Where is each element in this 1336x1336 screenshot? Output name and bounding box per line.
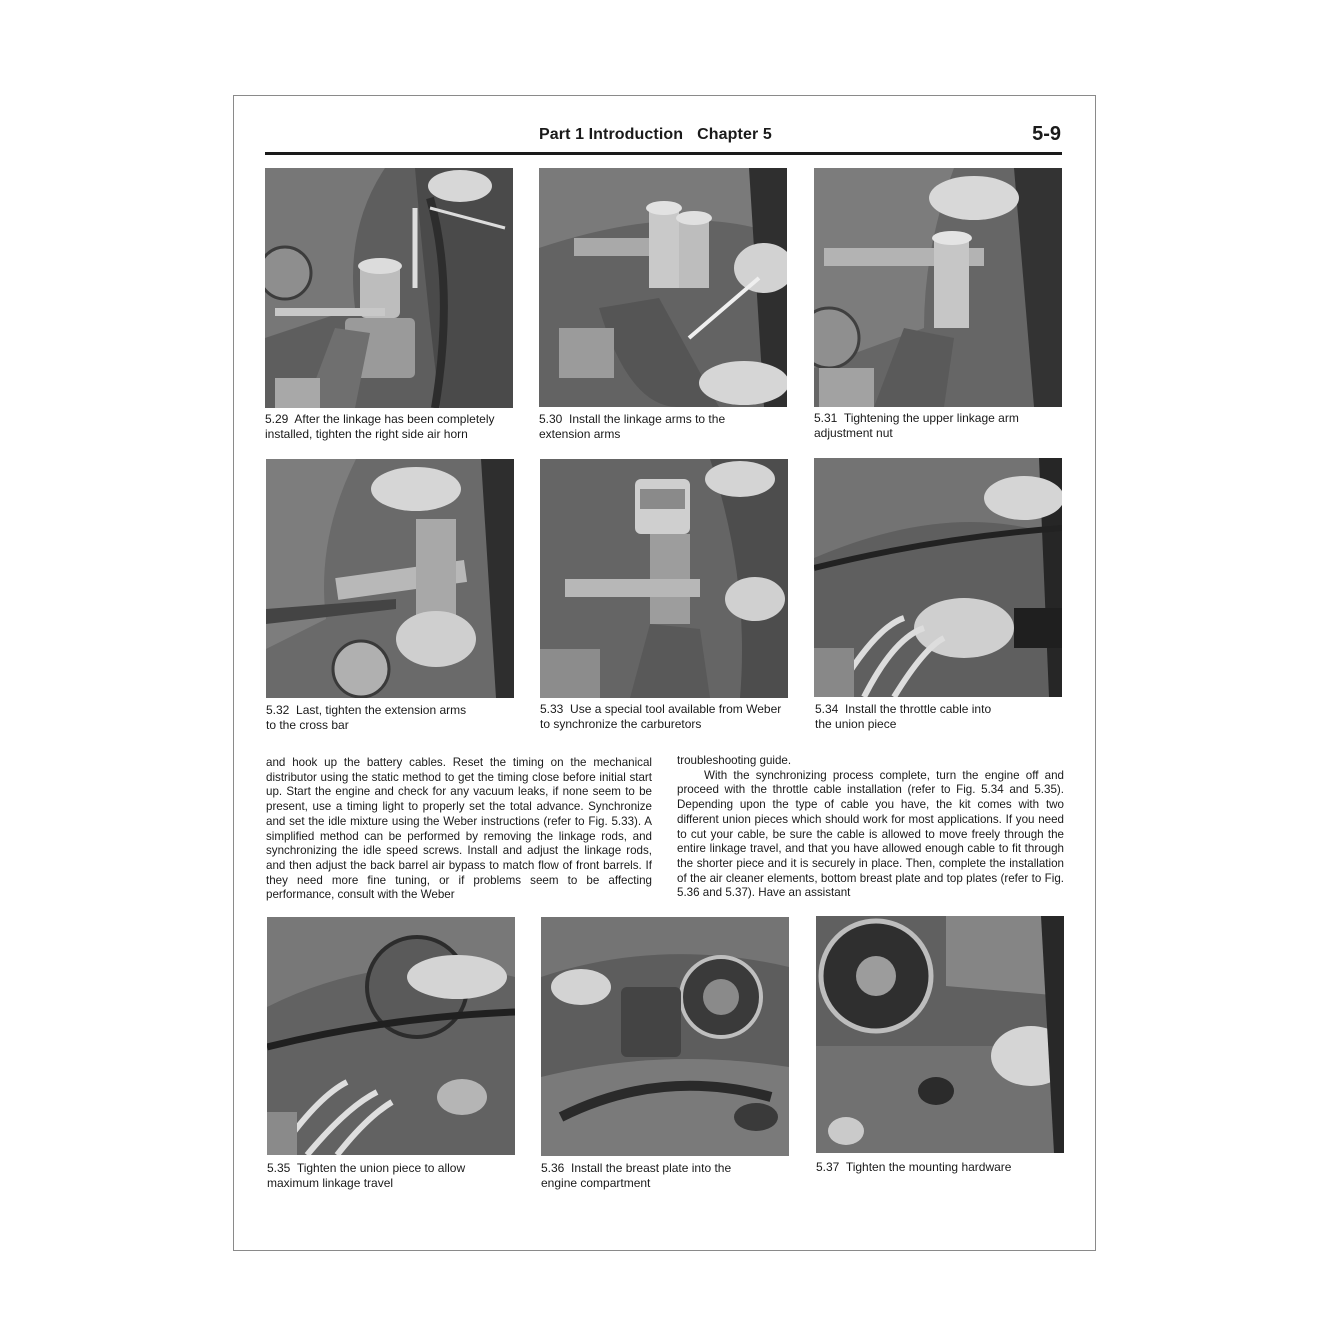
figure-5-37-photo [816, 916, 1064, 1153]
figure-5-31-caption: 5.31 Tightening the upper linkage arm adjustment nut [814, 411, 1019, 440]
figure-5-29-photo [265, 168, 513, 408]
figure-5-37-caption: 5.37 Tighten the mounting hardware [816, 1160, 1012, 1174]
figure-5-32-caption: 5.32 Last, tighten the extension arms to the cross bar [266, 703, 467, 732]
body-paragraph: With the synchronizing process complete, turn the engine off and proceed with the throttle cable installation (refer to Fig. 5.34 and 5.35). Depending upon the type of cable you have, the kit comes with two different union pieces which should work for most applications. If you need to cut your cable, be sure the cable is allowed to move freely through the entire linkage travel, and that you have allowed enough cable to fit through the shorter piece and it is securely in place. Then, complete the installation of the air cleaner elements, bottom breast plate and top plates (refer to Fig. 5.36 and 5.37). Have an assistant [677, 768, 1064, 900]
body-paragraph: troubleshooting guide. [677, 754, 792, 767]
header-rule [265, 152, 1062, 155]
body-text-right-column [677, 754, 1064, 901]
page-number: 5-9 [1032, 123, 1061, 145]
figure-5-30-caption: 5.30 Install the linkage arms to the extension arms [539, 412, 726, 441]
figure-5-34-caption: 5.34 Install the throttle cable into the union piece [815, 702, 992, 731]
figure-5-36-caption: 5.36 Install the breast plate into the engine compartment [541, 1161, 732, 1190]
figure-5-36-photo [541, 917, 789, 1156]
figure-5-31-photo [814, 168, 1062, 407]
body-paragraph: and hook up the battery cables. Reset the timing on the mechanical distributor using the static method to get the timing close before initial start up. Start the engine and check for any vacuum leaks, if none seem to be present, use a timing light to properly set the total advance. Synchronize and set the idle mixture using the Weber instructions (refer to Fig. 5.33). A simplified method can be performed by removing the linkage rods, and synchronizing the idle speed screws. Install and adjust the linkage rods, and then adjust the back barrel air bypass to match flow of front barrels. If they need more fine tuning, or if problems seem to be affecting performance, consult with the Weber [266, 756, 652, 902]
figure-5-29-caption: 5.29 After the linkage has been completely installed, tighten the right side air horn [265, 412, 495, 441]
header-section: Introduction [588, 126, 684, 143]
header-chapter: Chapter 5 [697, 126, 772, 143]
figure-5-33-caption: 5.33 Use a special tool available from Weber to synchronize the carburetors [540, 702, 782, 731]
figure-5-34-photo [814, 458, 1062, 697]
figure-5-35-caption: 5.35 Tighten the union piece to allow maximum linkage travel [267, 1161, 466, 1190]
figure-5-30-photo [539, 168, 787, 407]
manual-page [233, 95, 1096, 1251]
header-part: Part 1 [539, 126, 585, 143]
figure-5-33-photo [540, 459, 788, 698]
running-header [539, 126, 772, 144]
figure-5-35-photo [267, 917, 515, 1155]
body-text-left-column [266, 756, 652, 903]
figure-5-32-photo [266, 459, 514, 698]
